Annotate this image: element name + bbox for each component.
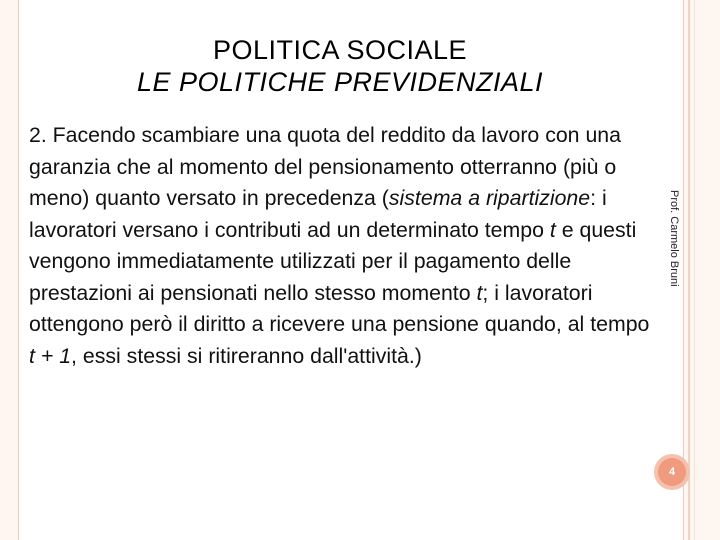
body-text-1: 2. Facendo scambiare una quota del reddito da lavoro con una garanzia che al momento del pensionamento otterranno (più o meno) quanto versato in precedenza ( (29, 123, 621, 210)
body-emphasis-3: t (476, 280, 483, 305)
body-text-3: e questi vengono immediatamente utilizzati per il pagamento delle prestazioni ai pensionati nello stesso momento (29, 217, 637, 305)
body-text-4: ; i lavoratori ottengono però il diritto a ricevere una pensione quando, al tempo (29, 280, 650, 336)
body-emphasis-2: t (549, 217, 556, 242)
body-emphasis-4: t + 1 (29, 343, 72, 368)
author-label: Prof. Carmelo Bruni (668, 190, 680, 287)
decorative-rule (694, 0, 695, 540)
page-number-badge (654, 454, 690, 490)
page-number: 4 (658, 458, 686, 486)
body-text-5: , essi stessi si ritireranno dall'attività.) (71, 343, 422, 368)
body-paragraph (29, 120, 659, 372)
body-text-2: : i lavoratori versano i contributi ad un determinato tempo (29, 186, 607, 242)
body-emphasis-1: sistema a ripartizione (388, 186, 591, 210)
title-line-1: POLITICA SOCIALE (212, 35, 468, 65)
decorative-rule (688, 0, 690, 540)
title-line-2: LE POLITICHE PREVIDENZIALI (136, 67, 544, 97)
slide-title (40, 34, 640, 98)
